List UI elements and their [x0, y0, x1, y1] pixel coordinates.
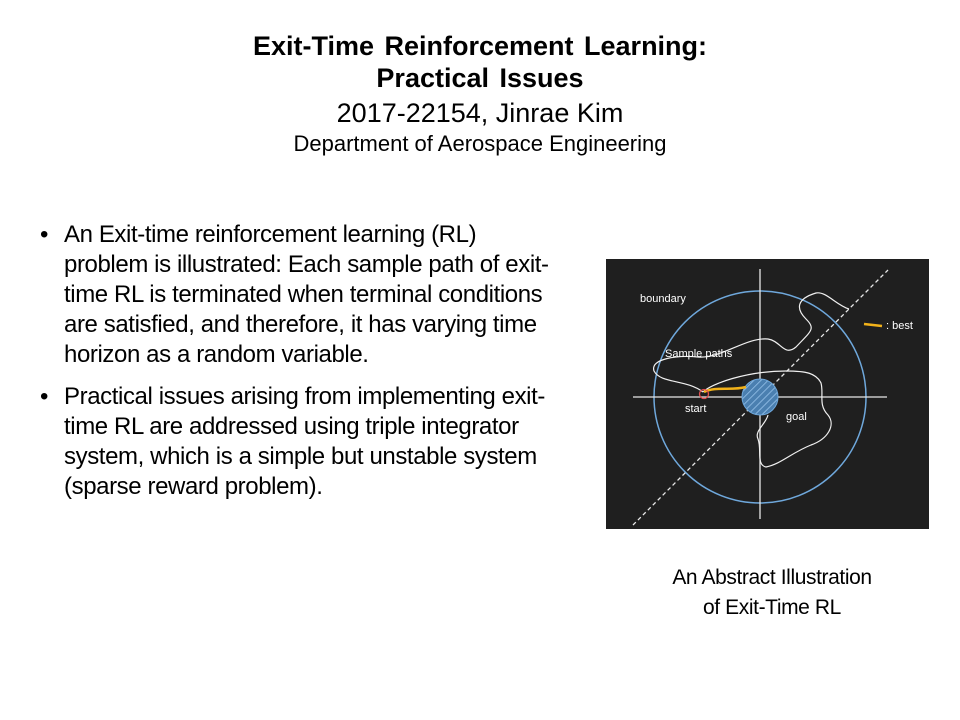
figure-caption: [622, 563, 922, 623]
bullet-item: [40, 220, 560, 370]
bullet-dot: •: [40, 383, 49, 410]
bullet-text: An Exit-time reinforcement learning (RL) problem is illustrated: Each sample path of exit-time RL is terminated when terminal conditions are satisfied, and therefore, it has varying time horizon as a random variable.: [64, 221, 549, 368]
slide-header: [0, 30, 960, 158]
exit-time-rl-illustration: [606, 259, 929, 529]
bullet-list: [40, 220, 560, 514]
sample-paths-label: Sample paths: [665, 348, 733, 360]
goal-label: goal: [786, 411, 807, 423]
goal-region: [742, 379, 778, 415]
start-label: start: [685, 403, 707, 415]
bullet-dot: •: [40, 221, 49, 248]
department-line: Department of Aerospace Engineering: [293, 131, 667, 156]
caption-line2: of Exit-Time RL: [703, 596, 841, 619]
author-id-line: 2017-22154, Jinrae Kim: [336, 98, 624, 128]
best-legend-label: : best: [886, 320, 913, 332]
bullet-item: [40, 382, 560, 502]
caption-line1: An Abstract Illustration: [672, 566, 872, 589]
slide-title-line2: Practical Issues: [376, 63, 584, 93]
bullet-text: Practical issues arising from implementing exit-time RL are addressed using triple integrator system, which is a simple but unstable system (sparse reward problem).: [64, 383, 545, 500]
boundary-label: boundary: [640, 293, 686, 305]
slide-title-line1: Exit-Time Reinforcement Learning:: [252, 31, 708, 61]
